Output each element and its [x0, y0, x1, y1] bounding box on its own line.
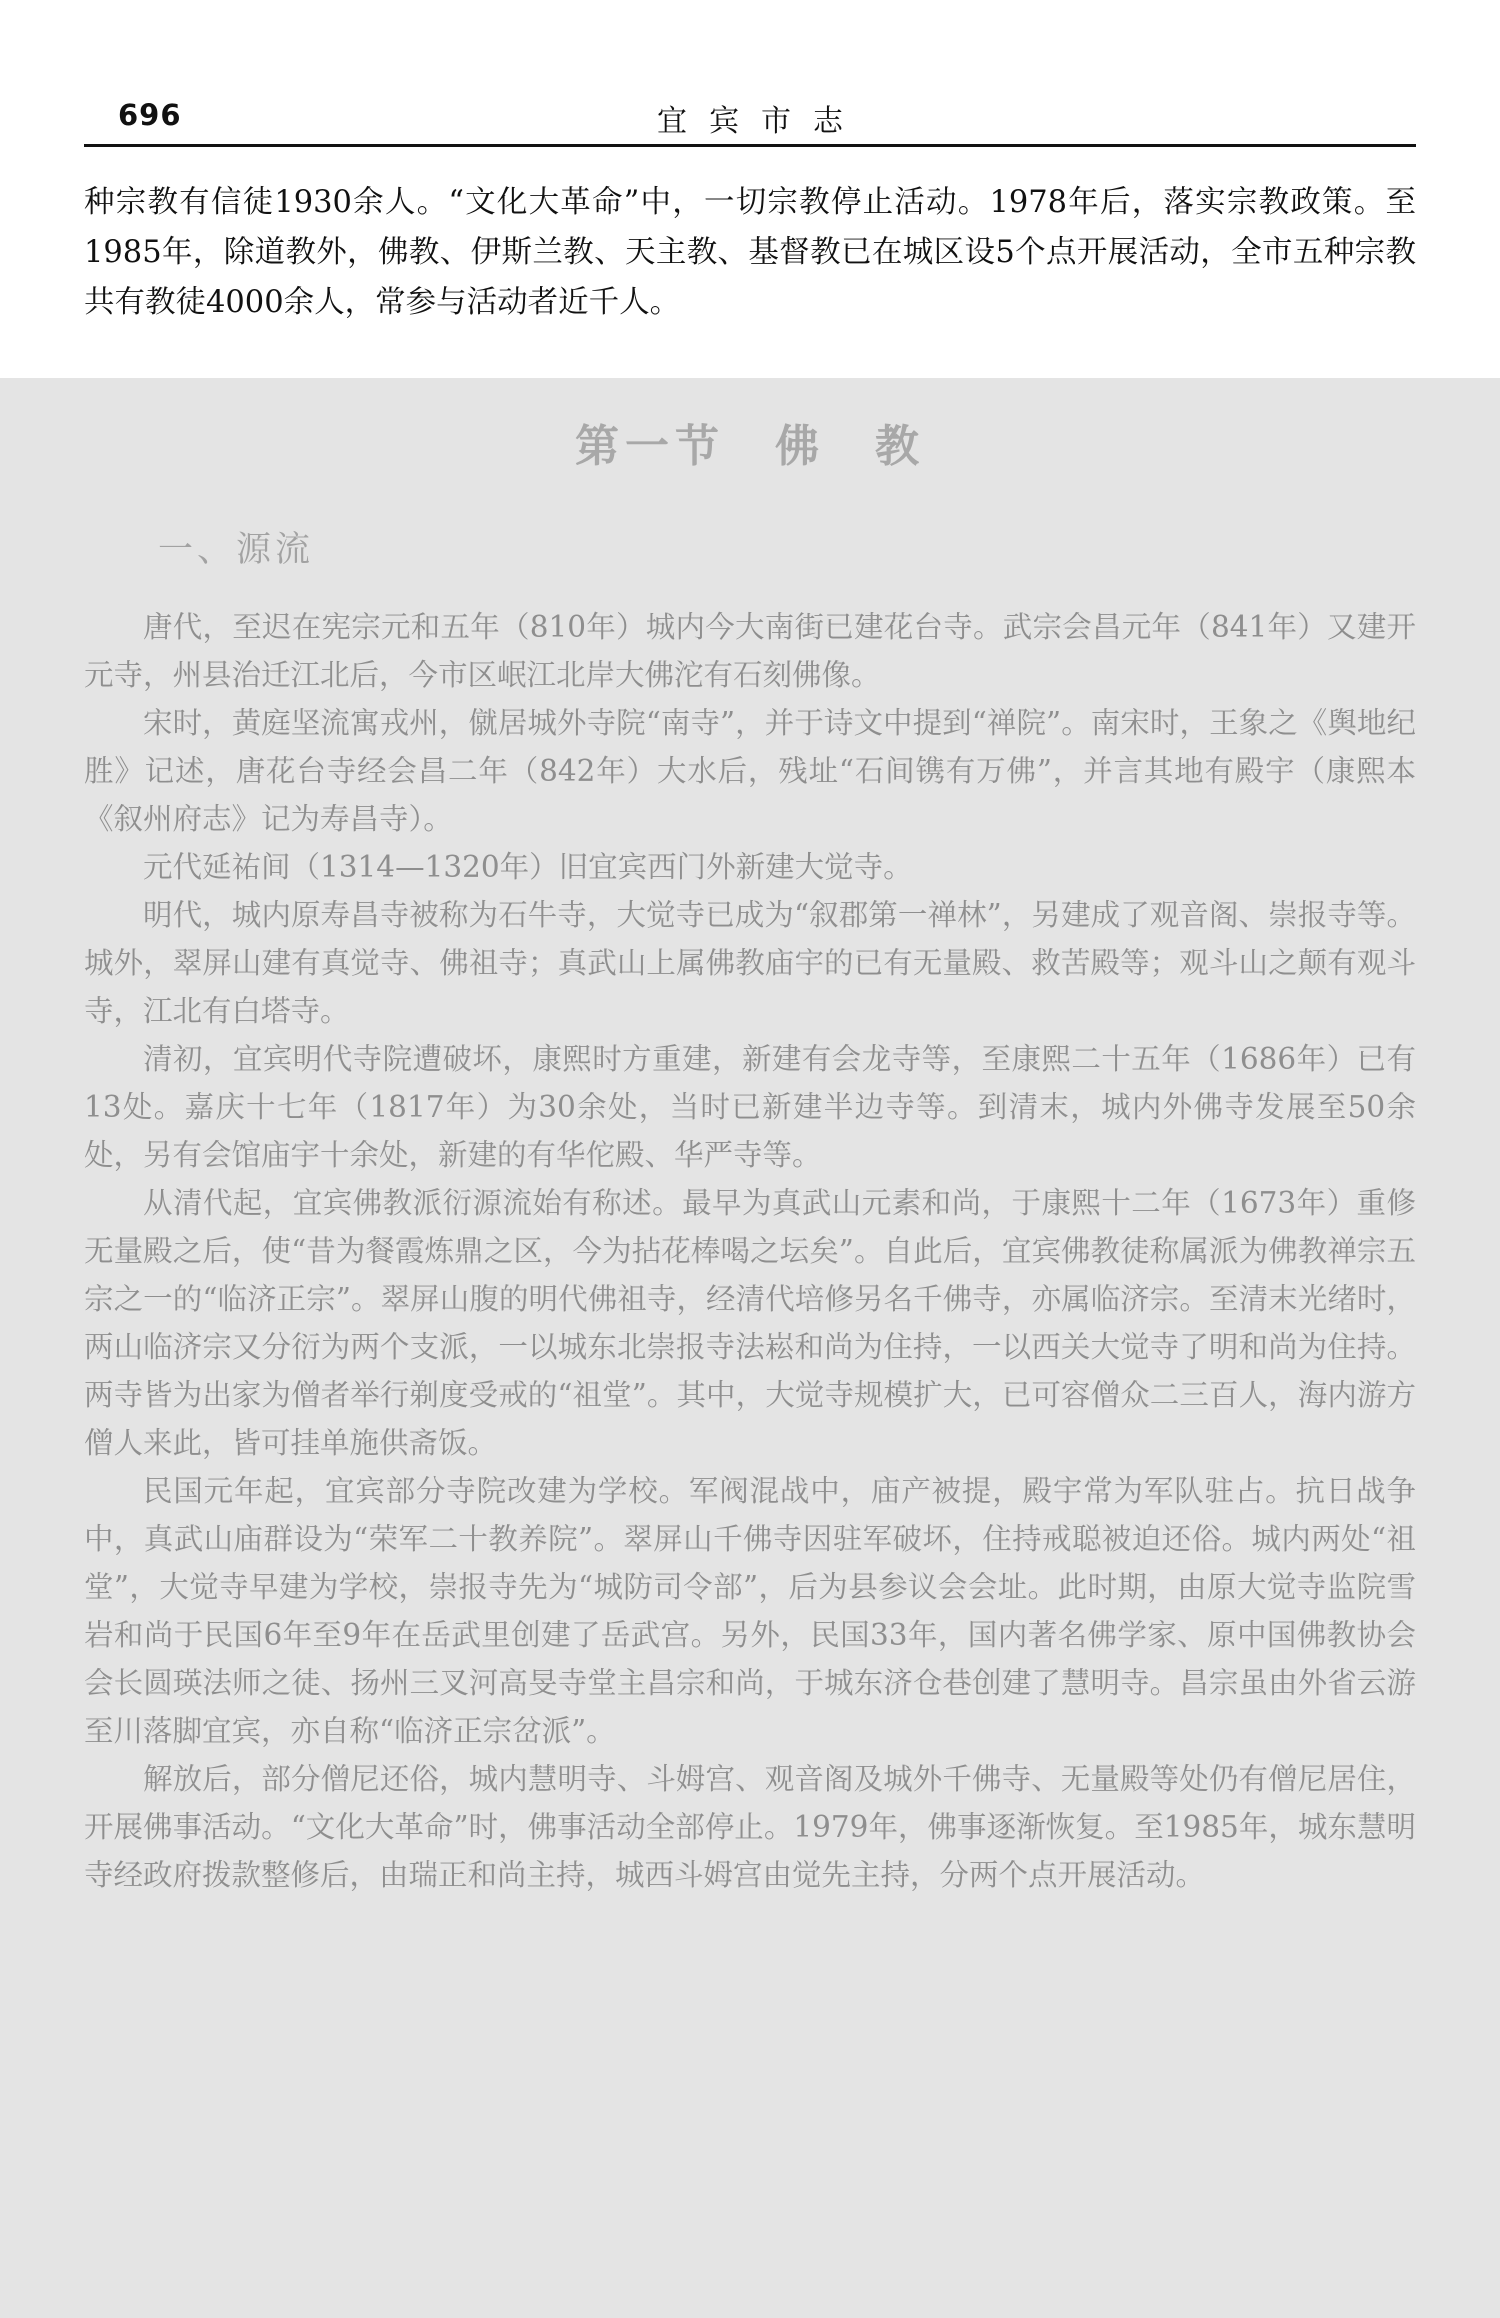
paragraph-liberation: 解放后，部分僧尼还俗，城内慧明寺、斗姆宫、观音阁及城外千佛寺、无量殿等处仍有僧尼居住，开展佛事活动。“文化大革命”时，佛事活动全部停止。1979年，佛事逐渐恢复。至1985年，城东慧明寺经政府拨款整修后，由瑞正和尚主持，城西斗姆宫由觉先主持，分两个点开展活动。 [84, 1762, 1416, 1892]
running-title: 宜宾市志 [657, 104, 865, 139]
paragraph-song: 宋时，黄庭坚流寓戎州，僦居城外寺院“南寺”，并于诗文中提到“禅院”。南宋时，王象之《舆地纪胜》记述，唐花台寺经会昌二年（842年）大水后，残址“石间镌有万佛”，并言其地有殿宇（康熙本《叙州府志》记为寿昌寺）。 [84, 706, 1416, 836]
section-title: 第一节 佛 教 [575, 421, 925, 472]
intro-paragraph: 种宗教有信徒1930余人。“文化大革命”中，一切宗教停止活动。1978年后，落实宗教政策。至1985年，除道教外，佛教、伊斯兰教、天主教、基督教已在城区设5个点开展活动，全市五种宗教共有教徒4000余人，常参与活动者近千人。 [84, 185, 1416, 320]
page-header [84, 92, 1416, 147]
paragraph-qing-early: 清初，宜宾明代寺院遭破坏，康熙时方重建，新建有会龙寺等，至康熙二十五年（1686年）已有13处。嘉庆十七年（1817年）为30余处，当时已新建半边寺等。到清末，城内外佛寺发展至50余处，另有会馆庙宇十余处，新建的有华佗殿、华严寺等。 [84, 1042, 1416, 1172]
page-number: 696 [118, 98, 182, 132]
paragraph-yuan: 元代延祐间（1314—1320年）旧宜宾西门外新建大觉寺。 [143, 850, 913, 884]
paragraph-republic: 民国元年起，宜宾部分寺院改建为学校。军阀混战中，庙产被提，殿宇常为军队驻占。抗日战争中，真武山庙群设为“荣军二十教养院”。翠屏山千佛寺因驻军破坏，住持戒聪被迫还俗。城内两处“祖堂”，大觉寺早建为学校，崇报寺先为“城防司令部”，后为县参议会会址。此时期，由原大觉寺监院雪岩和尚于民国6年至9年在岳武里创建了岳武宫。另外，民国33年，国内著名佛学家、原中国佛教协会会长圆瑛法师之徒、扬州三叉河高旻寺堂主昌宗和尚，于城东济仓巷创建了慧明寺。昌宗虽由外省云游至川落脚宜宾，亦自称“临济正宗岔派”。 [84, 1474, 1416, 1748]
paragraph-tang: 唐代，至迟在宪宗元和五年（810年）城内今大南街已建花台寺。武宗会昌元年（841年）又建开元寺，州县治迁江北后，今市区岷江北岸大佛沱有石刻佛像。 [84, 610, 1416, 692]
subsection-title: 一、源流 [158, 530, 315, 570]
paragraph-qing-lineage: 从清代起，宜宾佛教派衍源流始有称述。最早为真武山元素和尚，于康熙十二年（1673年）重修无量殿之后，使“昔为餐霞炼鼎之区，今为拈花棒喝之坛矣”。自此后，宜宾佛教徒称属派为佛教禅宗五宗之一的“临济正宗”。翠屏山腹的明代佛祖寺，经清代培修另名千佛寺，亦属临济宗。至清末光绪时，两山临济宗又分衍为两个支派，一以城东北崇报寺法崧和尚为住持，一以西关大觉寺了明和尚为住持。两寺皆为出家为僧者举行剃度受戒的“祖堂”。其中，大觉寺规模扩大，已可容僧众二三百人，海内游方僧人来此，皆可挂单施供斋饭。 [84, 1186, 1416, 1460]
section-body [84, 603, 1416, 1899]
paragraph-ming: 明代，城内原寿昌寺被称为石牛寺，大觉寺已成为“叙郡第一禅林”，另建成了观音阁、崇报寺等。城外，翠屏山建有真觉寺、佛祖寺；真武山上属佛教庙宇的已有无量殿、救苦殿等；观斗山之颠有观斗寺，江北有白塔寺。 [84, 898, 1416, 1028]
